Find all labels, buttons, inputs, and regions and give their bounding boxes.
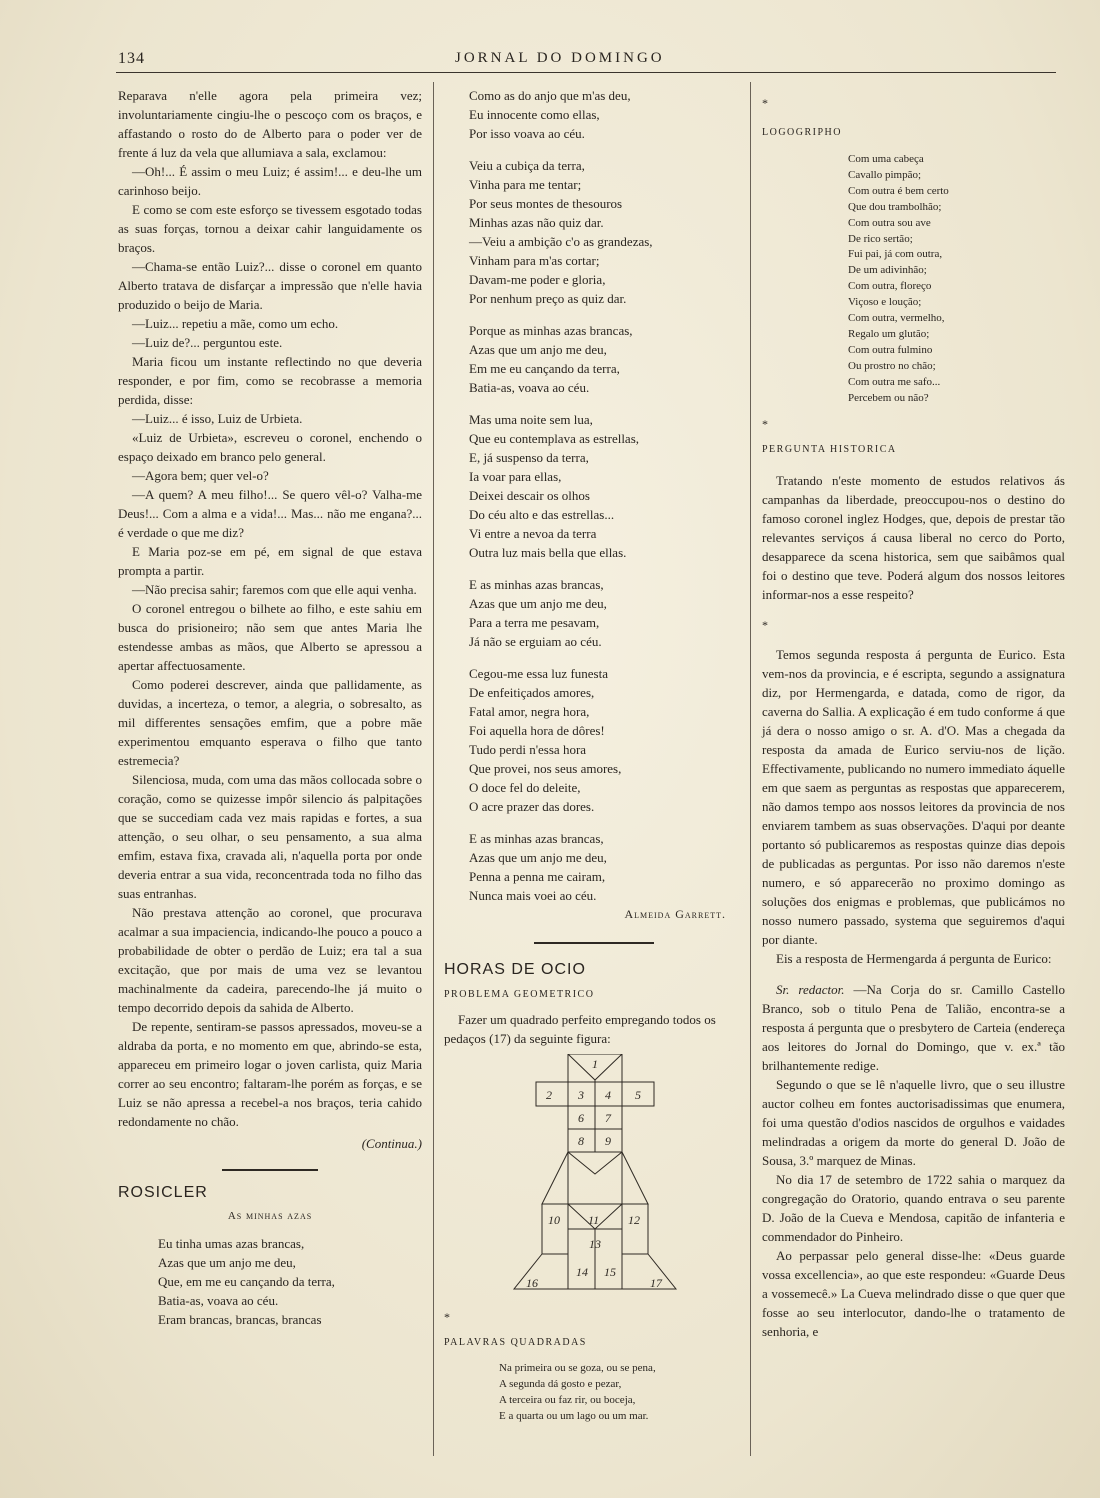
poem-line: Por seus montes de thesouros — [469, 196, 623, 211]
paragraph: —Chama-se então Luiz?... disse o coronel em quanto Alberto tratava de disfarçar a impressão que n'elle havia produzido o beijo de Maria. — [118, 259, 422, 312]
poem-line: Davam-me poder e gloria, — [469, 272, 606, 287]
letter-paragraph — [762, 980, 1065, 1075]
paragraph: Como poderei descrever, ainda que pallidamente, as duvidas, a incerteza, o temor, a alegria, o sobresalto, as mil differentes sensações emfim, que a pobre mãe experimentou emquanto esperava o filho que tanto estremecia? — [118, 677, 422, 768]
stanza — [469, 575, 744, 651]
paragraph: Eis a resposta de Hermengarda á pergunta de Eurico: — [776, 950, 1052, 966]
continua-note: (Continua.) — [361, 1136, 422, 1151]
poem-line: E as minhas azas brancas, — [469, 577, 604, 592]
paragraph: O coronel entregou o bilhete ao filho, e este sahiu em busca do prisioneiro; não sem que antes Maria lhe estendesse ambas as mãos, que Alberto se apressou a apertar affectuosamente. — [118, 601, 422, 673]
column-1 — [118, 86, 422, 1329]
poem-line: Mas uma noite sem lua, — [469, 412, 593, 427]
poem-line: Com outra sou ave — [848, 216, 931, 229]
problema-title: PROBLEMA GEOMETRICO — [444, 989, 595, 1000]
figure-label: 16 — [526, 1276, 538, 1290]
poem-line: Fatal amor, negra hora, — [469, 704, 590, 719]
figure-label: 12 — [628, 1213, 640, 1227]
paragraph: E Maria poz-se em pé, em signal de que estava prompta a partir. — [118, 544, 422, 578]
figure-label: 6 — [578, 1111, 584, 1125]
poem-line: Ia voar para ellas, — [469, 469, 562, 484]
poem-line: —Veiu a ambição c'o as grandezas, — [469, 234, 653, 249]
stanza — [469, 156, 744, 308]
paragraph: De repente, sentiram-se passos apressados, moveu-se a aldraba da porta, e no momento em que, abrindo-se esta, appareceu em primeiro logar o joven carlista, quiz Maria correr ao seu encontro; faltaram-lhe porém as forças, e se Luiz se não apressa a recebel-a nos braços, teria cahido redondamente no chão. — [118, 1019, 422, 1129]
poem-line: Que provei, nos seus amores, — [469, 761, 622, 776]
paragraph: Reparava n'elle agora pela primeira vez; involuntariamente cingiu-lhe o pescoço com os braços, e affastando o rosto do de Alberto para o poder ver de frente á luz da vela que allumiava a sala, exclamou: — [118, 88, 422, 160]
poem-line: Vi entre a nevoa da terra — [469, 526, 597, 541]
figure-label: 9 — [605, 1134, 611, 1148]
poem-line: Eu innocente como ellas, — [469, 107, 600, 122]
poem-start — [118, 1234, 422, 1329]
poem-line: Com outra, floreço — [848, 280, 932, 293]
poem-line: Azas que um anjo me deu, — [469, 342, 607, 357]
poem-line: De enfeitiçados amores, — [469, 685, 595, 700]
stanza — [469, 321, 744, 397]
poem-line: Que, em me eu cançando da terra, — [158, 1274, 335, 1289]
poem-line: Já não se erguiam ao céu. — [469, 634, 602, 649]
poem-line: E, já suspenso da terra, — [469, 450, 589, 465]
separator-star: * — [444, 1310, 450, 1324]
poem-subtitle: As minhas azas — [227, 1210, 313, 1222]
poem-line: Percebem ou não? — [848, 391, 929, 404]
palavras-title: PALAVRAS QUADRADAS — [444, 1337, 587, 1348]
paragraph: —A quem? A meu filho!... Se quero vêl-o? Valha-me Deus!... Com a alma e a vida!... Mas... não me engana?... é verdade o que me diz? — [118, 487, 422, 540]
paragraph: —Luiz de?... perguntou este. — [132, 335, 283, 350]
poem-line: Penna a penna me cairam, — [469, 869, 606, 884]
poem-line: Com outra, vermelho, — [848, 312, 945, 325]
stanza — [469, 410, 744, 562]
paragraph: Ao perpassar pelo general disse-lhe: «Deus guarde vossa excellencia», ao que este respondeu: «Guarde Deus a vossemecê.» La Cueva melindrado disse o que quer que fosse ao seu interlocutor, dando-lhe o tratamento de senhoria, e — [762, 1247, 1065, 1339]
poem-line: Deixei descair os olhos — [469, 488, 590, 503]
paragraph: Silenciosa, muda, com uma das mãos collocada sobre o coração, como se quizesse impôr silencio ás palpitações que se succediam cada vez mais rapidas e fortes, a sua attenção, o seu olhar, o seu pensamento, a sua alma emfim, estava fixa, cravada ali, n'aquella porta por onde deveria entrar a sua vida, reconcentrada toda no filho das suas entranhas. — [118, 772, 422, 901]
paragraph: No dia 17 de setembro de 1722 sahia o marquez da congregação do Oratorio, quando entrava o seu parente D. João de la Cueva e Mendosa, capitão de infanteria e commendador do Pinheiro. — [762, 1171, 1065, 1244]
figure-label: 2 — [546, 1088, 552, 1102]
figure-label: 4 — [605, 1088, 611, 1102]
poem-line: Que eu contemplava as estrellas, — [469, 431, 640, 446]
pergunta-text: Tratando n'este momento de estudos relativos ás campanhas da liberdade, preoccupou-nos o destino do famoso coronel inglez Hodges, que, depois de prestar tão relevantes serviços á causa liberal no cerco do Porto, desapparece da scena historica, sem que saibâmos qual foi o destino que teve. Poderá algum dos nossos leitores informar-nos a esse respeito? — [762, 472, 1065, 602]
poem-line: Que dou trambolhão; — [848, 200, 942, 213]
figure-label: 13 — [589, 1237, 601, 1251]
figure-label: 10 — [548, 1213, 560, 1227]
poem-line: Azas que um anjo me deu, — [469, 850, 607, 865]
paragraph: —Oh!... É assim o meu Luiz; é assim!... e deu-lhe um carinhoso beijo. — [118, 164, 422, 198]
poem-line: Como as do anjo que m'as deu, — [469, 88, 631, 103]
poem-line: Tudo perdi n'essa hora — [469, 742, 587, 757]
paragraph: Temos segunda resposta á pergunta de Eurico. Esta vem-nos da provincia, e é escripta, segundo a assignatura diz, por Hermengarda, e datada, como de rigor, da caverna do Sallia. A explicação é em tudo conforme á que já dera o nosso amigo o sr. A. d'O. Mas a chegada da resposta da amada de Eurico serviu-nos de lição. Effectivamente, publicando no numero immediato áquelle em que saem as perguntas as respostas que apparecerem, não damos tempo aos nossos leitores da provincia de nos enviarem tambem as suas observações. D'aqui por deante portanto só publicaremos as respostas quinze dias depois de publicadas as perguntas. Por isso não daremos n'este numero, e só apparecerão no proximo domingo as soluções dos enigmas e problemas, que publicámos no nosso numero passado, systema que seguiremos d'aqui por diante. — [762, 646, 1065, 947]
poem-line: Batia-as, voava ao céu. — [158, 1293, 279, 1308]
poem-line: Nunca mais voei ao céu. — [469, 888, 597, 903]
poem-line: Em me eu cançando da terra, — [469, 361, 620, 376]
section-rule — [534, 942, 654, 944]
header-rule — [116, 72, 1056, 73]
paragraph: —Luiz... é isso, Luiz de Urbieta. — [132, 411, 303, 426]
figure-label: 11 — [588, 1213, 600, 1227]
figure-label: 15 — [604, 1265, 616, 1279]
figure-label: 8 — [578, 1134, 584, 1148]
poem-line: Ou prostro no chão; — [848, 359, 936, 372]
separator-star: * — [762, 416, 768, 431]
column-3 — [762, 86, 1065, 1341]
poem-line: Azas que um anjo me deu, — [158, 1255, 296, 1270]
figure-label: 5 — [635, 1088, 641, 1102]
poem-line: Na primeira ou se goza, ou se pena, — [499, 1362, 656, 1374]
poem-line: Minhas azas não quiz dar. — [469, 215, 604, 230]
figure-label: 7 — [605, 1111, 611, 1125]
poem-line: Regalo um glutão; — [848, 327, 930, 340]
poem-line: E a quarta ou um lago ou um mar. — [499, 1410, 649, 1422]
stanza — [469, 664, 744, 816]
poem-line: Foi aquella hora de dôres! — [469, 723, 605, 738]
page-number: 134 — [118, 50, 145, 67]
poem-line: Eu tinha umas azas brancas, — [158, 1236, 305, 1251]
paragraph: —Luiz... repetiu a mãe, como um echo. — [132, 316, 339, 331]
paragraph: —Agora bem; quer vel-o? — [132, 468, 269, 483]
poem-line: Cavallo pimpão; — [848, 168, 922, 181]
poem-line: Com outra me safo... — [848, 375, 941, 388]
paragraph: Não prestava attenção ao coronel, que procurava acalmar a sua impaciencia, indicando-lhe pouco a pouco a probabilidade de obter o perdão de Luiz; era tal a sua excitação, que por mais de uma vez se levantou machinalmente da cadeira, parecendo-lhe já muito o tempo decorrido depois da sahida de Alberto. — [118, 905, 422, 1015]
column-2 — [444, 86, 744, 1424]
poem-line: Batia-as, voava ao céu. — [469, 380, 590, 395]
poem-line: Azas que um anjo me deu, — [469, 596, 607, 611]
poem-line: Do céu alto e das estrellas... — [469, 507, 615, 522]
poem-line: Com uma cabeça — [848, 153, 924, 165]
figure-label: 3 — [578, 1088, 584, 1102]
poem-line: Outra luz mais bella que ellas. — [469, 545, 627, 560]
logogripho-title: LOGOGRIPHO — [762, 127, 842, 138]
poem-author: Almeida Garrett. — [624, 907, 726, 921]
paragraph: «Luiz de Urbieta», escreveu o coronel, enchendo o espaço deixado em branco pelo general. — [118, 430, 422, 464]
newspaper-title: JORNAL DO DOMINGO — [455, 50, 665, 66]
letter-text: —Na Corja do sr. Camillo Castello Branco, sob o titulo Pena de Talião, encontra-se a resposta á pergunta que o presbytero de Carteia (endereça aos leitores do Jornal do Domingo, que v. ex.ª tão brilhantemente redige. — [762, 981, 1065, 1073]
poem-line: Veiu a cubiça da terra, — [469, 158, 585, 173]
poem-line: Cegou-me essa luz funesta — [469, 666, 608, 681]
pergunta-title: PERGUNTA HISTORICA — [762, 443, 897, 455]
poem-line: O acre prazer das dores. — [469, 799, 595, 814]
stanza — [469, 829, 744, 905]
palavras-poem — [444, 1360, 744, 1424]
poem-continuation — [444, 86, 744, 905]
poem-line: Porque as minhas azas brancas, — [469, 323, 633, 338]
poem-line: Vinham para m'as cortar; — [469, 253, 600, 268]
column-divider-1 — [433, 82, 434, 1456]
letter-salutation: Sr. redactor. — [776, 981, 845, 997]
separator-star: * — [762, 617, 768, 632]
paragraph: —Não precisa sahir; faremos com que elle aqui venha. — [132, 582, 417, 597]
figure-label: 17 — [650, 1276, 662, 1290]
poem-line: Por nenhum preço as quiz dar. — [469, 291, 627, 306]
column-divider-2 — [750, 82, 751, 1456]
rosicler-title: ROSICLER — [118, 1184, 208, 1201]
poem-line: A segunda dá gosto e pezar, — [499, 1378, 622, 1390]
poem-line: E as minhas azas brancas, — [469, 831, 604, 846]
poem-line: Viçoso e loução; — [848, 296, 922, 309]
poem-line: Fui pai, já com outra, — [848, 248, 943, 261]
paragraph: E como se com este esforço se tivessem esgotado todas as suas forças, tornou a deixar cahir languidamente os braços. — [118, 202, 422, 255]
separator-star: * — [762, 96, 768, 110]
figure-label: 1 — [592, 1057, 598, 1071]
paragraph: Maria ficou um instante reflectindo no que deveria responder, e por fim, como se recobrasse a memoria perdida, disse: — [118, 354, 422, 407]
poem-line: De um adivinhão; — [848, 264, 927, 277]
logogripho-poem — [762, 152, 1065, 407]
paragraph: Segundo o que se lê n'aquelle livro, que o seu illustre auctor colheu em fontes auctorisadissimas que enumera, foi uma questão d'odios nascidos de orgulhos e vaidades melindradas a origem da morte do general D. João de Sousa, 3.º marquez de Minas. — [762, 1076, 1065, 1168]
poem-line: O doce fel do deleite, — [469, 780, 581, 795]
poem-line: Com outra fulmino — [848, 343, 933, 356]
poem-line: Com outra é bem certo — [848, 184, 949, 197]
stanza — [469, 86, 744, 143]
poem-line: Eram brancas, brancas, brancas — [158, 1312, 322, 1327]
problema-text: Fazer um quadrado perfeito empregando todos os pedaços (17) da seguinte figura: — [444, 1012, 716, 1046]
poem-line: De rico sertão; — [848, 232, 913, 245]
horas-title: HORAS DE OCIO — [444, 961, 586, 978]
section-rule — [222, 1169, 318, 1171]
poem-line: Vinha para me tentar; — [469, 177, 582, 192]
poem-line: Para a terra me pesavam, — [469, 615, 600, 630]
poem-line: A terceira ou faz rir, ou boceja, — [499, 1394, 636, 1406]
figure-label: 14 — [576, 1265, 588, 1279]
geometric-figure — [444, 1054, 744, 1306]
poem-line: Por isso voava ao céu. — [469, 126, 585, 141]
